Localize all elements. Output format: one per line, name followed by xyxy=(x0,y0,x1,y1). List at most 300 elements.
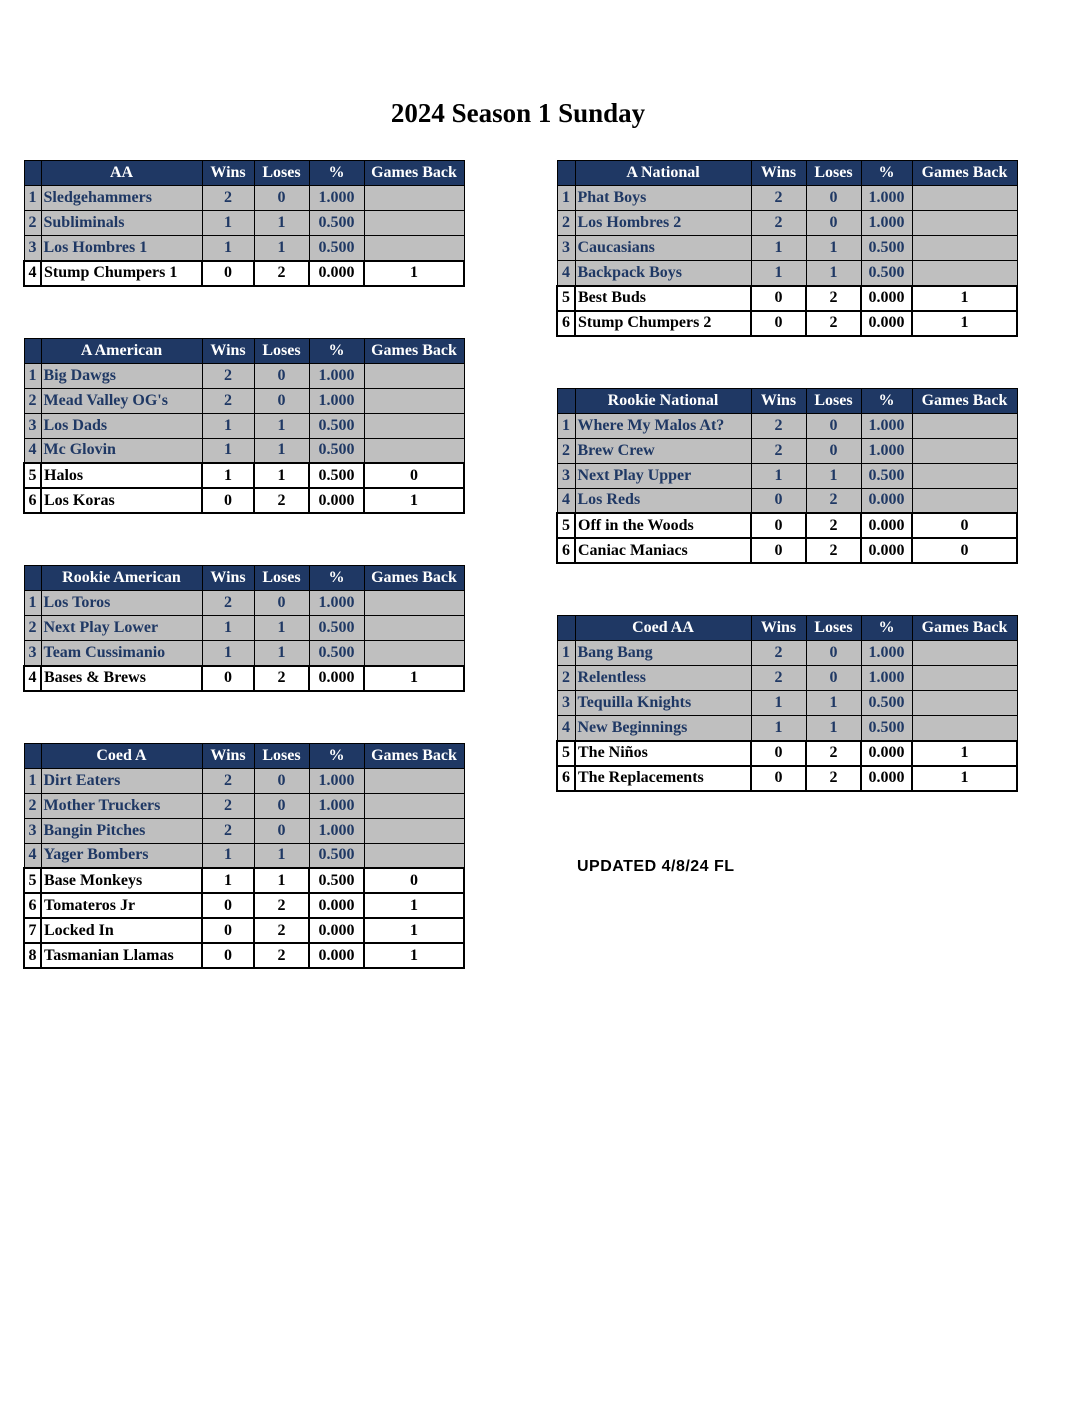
games-back-cell: 0 xyxy=(364,868,464,893)
team-row xyxy=(557,438,1017,463)
team-row xyxy=(557,741,1017,766)
team-row xyxy=(557,413,1017,438)
team-row xyxy=(557,513,1017,538)
wins-header: Wins xyxy=(202,161,254,186)
rank-cell: 3 xyxy=(24,236,41,261)
wins-cell: 2 xyxy=(202,388,254,413)
team-row xyxy=(24,186,464,211)
pct-cell: 0.000 xyxy=(861,766,912,791)
games-back-cell: 0 xyxy=(912,538,1017,563)
rank-cell: 3 xyxy=(24,818,41,843)
pct-cell: 0.000 xyxy=(309,918,364,943)
pct-cell: 1.000 xyxy=(861,211,912,236)
rank-cell: 2 xyxy=(24,388,41,413)
loses-cell: 2 xyxy=(806,538,861,563)
pct-cell: 1.000 xyxy=(309,363,364,388)
table-header-row xyxy=(557,388,1017,413)
games-back-header: Games Back xyxy=(912,616,1017,641)
wins-cell: 1 xyxy=(751,716,806,741)
pct-header: % xyxy=(309,743,364,768)
loses-cell: 0 xyxy=(806,211,861,236)
rank-cell: 1 xyxy=(24,186,41,211)
wins-cell: 2 xyxy=(751,641,806,666)
rank-cell: 3 xyxy=(557,236,575,261)
pct-cell: 0.500 xyxy=(309,236,364,261)
team-name-cell: Phat Boys xyxy=(575,186,751,211)
games-back-cell: 1 xyxy=(364,488,464,513)
rank-cell: 4 xyxy=(24,843,41,868)
division-title: Coed AA xyxy=(575,616,751,641)
wins-header: Wins xyxy=(202,566,254,591)
games-back-cell xyxy=(912,641,1017,666)
pct-cell: 1.000 xyxy=(861,413,912,438)
pct-cell: 0.500 xyxy=(309,641,364,666)
team-row xyxy=(24,768,464,793)
pct-cell: 1.000 xyxy=(309,818,364,843)
loses-cell: 2 xyxy=(806,311,861,336)
rank-cell: 4 xyxy=(24,438,41,463)
games-back-cell xyxy=(364,388,464,413)
loses-cell: 2 xyxy=(254,893,309,918)
team-row xyxy=(24,236,464,261)
wins-cell: 2 xyxy=(202,818,254,843)
wins-cell: 0 xyxy=(202,893,254,918)
games-back-cell xyxy=(912,463,1017,488)
team-row xyxy=(24,488,464,513)
pct-cell: 0.000 xyxy=(861,311,912,336)
games-back-cell: 1 xyxy=(364,666,464,691)
team-row xyxy=(557,186,1017,211)
loses-cell: 0 xyxy=(254,818,309,843)
team-name-cell: Yager Bombers xyxy=(41,843,202,868)
team-name-cell: Dirt Eaters xyxy=(41,768,202,793)
standings-table-a-american xyxy=(23,338,465,515)
rank-cell: 1 xyxy=(557,641,575,666)
team-name-cell: Los Dads xyxy=(41,413,202,438)
rank-cell: 5 xyxy=(557,286,575,311)
wins-cell: 1 xyxy=(751,261,806,286)
rank-cell: 6 xyxy=(557,766,575,791)
team-row xyxy=(557,311,1017,336)
wins-cell: 0 xyxy=(202,261,254,286)
standings-table-rookie-american xyxy=(23,565,465,692)
rank-cell: 5 xyxy=(557,513,575,538)
corner-cell xyxy=(557,616,575,641)
team-row xyxy=(557,286,1017,311)
rank-cell: 3 xyxy=(557,691,575,716)
pct-cell: 0.500 xyxy=(861,463,912,488)
pct-cell: 0.000 xyxy=(861,513,912,538)
games-back-cell xyxy=(364,363,464,388)
games-back-cell xyxy=(364,236,464,261)
team-row xyxy=(557,641,1017,666)
pct-cell: 0.000 xyxy=(861,488,912,513)
wins-cell: 0 xyxy=(751,488,806,513)
loses-cell: 1 xyxy=(806,691,861,716)
loses-cell: 2 xyxy=(254,666,309,691)
loses-cell: 1 xyxy=(254,211,309,236)
loses-cell: 1 xyxy=(254,236,309,261)
team-name-cell: Sledgehammers xyxy=(41,186,202,211)
team-row xyxy=(557,236,1017,261)
games-back-cell: 1 xyxy=(912,286,1017,311)
team-name-cell: Subliminals xyxy=(41,211,202,236)
rank-cell: 4 xyxy=(557,488,575,513)
loses-cell: 1 xyxy=(254,868,309,893)
table-header-row xyxy=(557,161,1017,186)
loses-cell: 2 xyxy=(254,261,309,286)
loses-cell: 0 xyxy=(254,768,309,793)
loses-cell: 1 xyxy=(254,463,309,488)
team-name-cell: New Beginnings xyxy=(575,716,751,741)
loses-cell: 0 xyxy=(806,413,861,438)
rank-cell: 3 xyxy=(24,413,41,438)
pct-header: % xyxy=(309,566,364,591)
team-name-cell: Relentless xyxy=(575,666,751,691)
team-name-cell: Next Play Upper xyxy=(575,463,751,488)
wins-cell: 2 xyxy=(202,363,254,388)
pct-cell: 0.500 xyxy=(309,413,364,438)
games-back-cell xyxy=(912,211,1017,236)
team-row xyxy=(24,868,464,893)
pct-header: % xyxy=(309,338,364,363)
loses-cell: 1 xyxy=(254,616,309,641)
games-back-cell xyxy=(912,261,1017,286)
wins-cell: 0 xyxy=(751,766,806,791)
rank-cell: 2 xyxy=(557,666,575,691)
wins-cell: 1 xyxy=(202,616,254,641)
loses-cell: 1 xyxy=(806,236,861,261)
games-back-cell xyxy=(912,488,1017,513)
wins-cell: 0 xyxy=(751,286,806,311)
wins-cell: 1 xyxy=(751,463,806,488)
loses-header: Loses xyxy=(806,161,861,186)
team-row xyxy=(557,261,1017,286)
games-back-cell xyxy=(364,438,464,463)
rank-cell: 6 xyxy=(24,488,41,513)
team-row xyxy=(24,943,464,968)
wins-cell: 1 xyxy=(751,236,806,261)
team-row xyxy=(24,388,464,413)
team-name-cell: Stump Chumpers 2 xyxy=(575,311,751,336)
games-back-cell: 1 xyxy=(364,943,464,968)
wins-cell: 0 xyxy=(751,513,806,538)
division-title: AA xyxy=(41,161,202,186)
rank-cell: 2 xyxy=(557,438,575,463)
left-column xyxy=(23,160,465,1020)
games-back-cell xyxy=(364,768,464,793)
team-name-cell: Base Monkeys xyxy=(41,868,202,893)
pct-cell: 0.500 xyxy=(309,616,364,641)
pct-header: % xyxy=(861,161,912,186)
games-back-cell xyxy=(912,236,1017,261)
rank-cell: 4 xyxy=(557,716,575,741)
loses-cell: 2 xyxy=(254,918,309,943)
team-name-cell: Big Dawgs xyxy=(41,363,202,388)
team-name-cell: Los Koras xyxy=(41,488,202,513)
rank-cell: 1 xyxy=(557,186,575,211)
loses-header: Loses xyxy=(254,338,309,363)
pct-cell: 0.500 xyxy=(309,438,364,463)
corner-cell xyxy=(24,743,41,768)
loses-cell: 1 xyxy=(806,716,861,741)
games-back-cell: 1 xyxy=(364,918,464,943)
team-name-cell: The Niños xyxy=(575,741,751,766)
games-back-cell: 1 xyxy=(912,311,1017,336)
games-back-cell xyxy=(364,211,464,236)
division-title: Coed A xyxy=(41,743,202,768)
games-back-header: Games Back xyxy=(912,388,1017,413)
games-back-cell xyxy=(912,438,1017,463)
team-name-cell: Best Buds xyxy=(575,286,751,311)
team-row xyxy=(24,591,464,616)
team-row xyxy=(24,666,464,691)
team-row xyxy=(557,691,1017,716)
wins-cell: 0 xyxy=(202,666,254,691)
wins-cell: 2 xyxy=(202,768,254,793)
rank-cell: 4 xyxy=(557,261,575,286)
page-title: 2024 Season 1 Sunday xyxy=(390,98,646,128)
pct-cell: 1.000 xyxy=(309,793,364,818)
team-name-cell: Caucasians xyxy=(575,236,751,261)
team-name-cell: Tequilla Knights xyxy=(575,691,751,716)
wins-cell: 1 xyxy=(202,641,254,666)
games-back-cell xyxy=(912,186,1017,211)
rank-cell: 7 xyxy=(24,918,41,943)
standings-table-a-national xyxy=(556,160,1018,337)
corner-cell xyxy=(24,338,41,363)
games-back-cell: 0 xyxy=(912,513,1017,538)
pct-cell: 0.500 xyxy=(309,868,364,893)
wins-cell: 0 xyxy=(751,741,806,766)
table-header-row xyxy=(24,338,464,363)
pct-cell: 0.000 xyxy=(309,893,364,918)
rank-cell: 1 xyxy=(24,768,41,793)
wins-cell: 1 xyxy=(202,211,254,236)
wins-cell: 0 xyxy=(202,918,254,943)
loses-cell: 1 xyxy=(254,843,309,868)
pct-cell: 1.000 xyxy=(309,388,364,413)
team-name-cell: Backpack Boys xyxy=(575,261,751,286)
games-back-cell xyxy=(364,616,464,641)
standings-table-coed-aa xyxy=(556,615,1018,792)
standings-table-coed-a xyxy=(23,743,465,970)
team-name-cell: Los Toros xyxy=(41,591,202,616)
wins-cell: 0 xyxy=(202,488,254,513)
pct-cell: 0.500 xyxy=(309,843,364,868)
rank-cell: 1 xyxy=(24,363,41,388)
rank-cell: 2 xyxy=(24,793,41,818)
division-title: A American xyxy=(41,338,202,363)
loses-header: Loses xyxy=(254,743,309,768)
right-column xyxy=(556,160,1018,843)
wins-cell: 2 xyxy=(751,211,806,236)
loses-cell: 2 xyxy=(806,513,861,538)
rank-cell: 2 xyxy=(24,211,41,236)
team-name-cell: Halos xyxy=(41,463,202,488)
pct-cell: 0.000 xyxy=(309,488,364,513)
wins-cell: 2 xyxy=(751,438,806,463)
team-row xyxy=(557,488,1017,513)
team-name-cell: Stump Chumpers 1 xyxy=(41,261,202,286)
team-name-cell: Where My Malos At? xyxy=(575,413,751,438)
loses-cell: 0 xyxy=(254,591,309,616)
team-row xyxy=(24,211,464,236)
rank-cell: 6 xyxy=(24,893,41,918)
team-row xyxy=(24,363,464,388)
wins-header: Wins xyxy=(751,161,806,186)
pct-cell: 1.000 xyxy=(861,438,912,463)
loses-cell: 0 xyxy=(254,388,309,413)
team-row xyxy=(24,641,464,666)
team-name-cell: Locked In xyxy=(41,918,202,943)
loses-cell: 0 xyxy=(254,186,309,211)
loses-cell: 1 xyxy=(254,641,309,666)
team-row xyxy=(557,716,1017,741)
loses-cell: 1 xyxy=(254,438,309,463)
team-row xyxy=(557,766,1017,791)
wins-cell: 0 xyxy=(751,538,806,563)
games-back-cell xyxy=(912,666,1017,691)
rank-cell: 3 xyxy=(557,463,575,488)
games-back-cell xyxy=(912,413,1017,438)
pct-cell: 0.500 xyxy=(861,691,912,716)
pct-cell: 1.000 xyxy=(861,641,912,666)
team-row xyxy=(557,211,1017,236)
wins-cell: 1 xyxy=(202,438,254,463)
loses-cell: 2 xyxy=(806,741,861,766)
games-back-cell: 1 xyxy=(912,766,1017,791)
games-back-cell xyxy=(912,691,1017,716)
team-name-cell: Team Cussimanio xyxy=(41,641,202,666)
wins-cell: 2 xyxy=(202,186,254,211)
loses-header: Loses xyxy=(806,616,861,641)
rank-cell: 4 xyxy=(24,666,41,691)
loses-cell: 0 xyxy=(806,186,861,211)
loses-cell: 2 xyxy=(806,766,861,791)
wins-header: Wins xyxy=(202,743,254,768)
pct-cell: 0.000 xyxy=(309,666,364,691)
rank-cell: 5 xyxy=(24,868,41,893)
loses-cell: 1 xyxy=(806,463,861,488)
team-name-cell: Bang Bang xyxy=(575,641,751,666)
games-back-cell: 1 xyxy=(364,261,464,286)
loses-header: Loses xyxy=(254,161,309,186)
pct-cell: 1.000 xyxy=(309,768,364,793)
division-title: Rookie American xyxy=(41,566,202,591)
rank-cell: 1 xyxy=(24,591,41,616)
team-row xyxy=(24,918,464,943)
team-name-cell: Mead Valley OG's xyxy=(41,388,202,413)
games-back-header: Games Back xyxy=(912,161,1017,186)
rank-cell: 4 xyxy=(24,261,41,286)
wins-cell: 2 xyxy=(751,413,806,438)
games-back-cell xyxy=(912,716,1017,741)
loses-cell: 0 xyxy=(806,438,861,463)
pct-header: % xyxy=(861,616,912,641)
division-title: Rookie National xyxy=(575,388,751,413)
team-name-cell: Mother Truckers xyxy=(41,793,202,818)
wins-cell: 1 xyxy=(202,843,254,868)
team-name-cell: Los Reds xyxy=(575,488,751,513)
team-row xyxy=(557,538,1017,563)
pct-cell: 0.500 xyxy=(309,463,364,488)
games-back-cell: 0 xyxy=(364,463,464,488)
games-back-cell xyxy=(364,793,464,818)
wins-header: Wins xyxy=(202,338,254,363)
corner-cell xyxy=(24,566,41,591)
pct-header: % xyxy=(309,161,364,186)
rank-cell: 1 xyxy=(557,413,575,438)
pct-cell: 0.000 xyxy=(861,286,912,311)
loses-cell: 2 xyxy=(254,488,309,513)
games-back-header: Games Back xyxy=(364,161,464,186)
table-header-row xyxy=(24,161,464,186)
pct-cell: 0.500 xyxy=(309,211,364,236)
pct-cell: 0.500 xyxy=(861,261,912,286)
team-name-cell: Los Hombres 1 xyxy=(41,236,202,261)
team-row xyxy=(557,463,1017,488)
pct-cell: 0.500 xyxy=(861,716,912,741)
pct-cell: 1.000 xyxy=(861,666,912,691)
wins-cell: 0 xyxy=(202,943,254,968)
team-row xyxy=(24,463,464,488)
loses-header: Loses xyxy=(254,566,309,591)
team-name-cell: Los Hombres 2 xyxy=(575,211,751,236)
rank-cell: 5 xyxy=(557,741,575,766)
games-back-cell xyxy=(364,186,464,211)
loses-cell: 1 xyxy=(806,261,861,286)
games-back-header: Games Back xyxy=(364,743,464,768)
loses-cell: 0 xyxy=(254,793,309,818)
team-name-cell: The Replacements xyxy=(575,766,751,791)
team-name-cell: Bases & Brews xyxy=(41,666,202,691)
team-row xyxy=(24,843,464,868)
pct-cell: 0.000 xyxy=(861,538,912,563)
wins-cell: 2 xyxy=(202,793,254,818)
rank-cell: 2 xyxy=(557,211,575,236)
wins-header: Wins xyxy=(751,388,806,413)
team-row xyxy=(24,438,464,463)
corner-cell xyxy=(24,161,41,186)
wins-cell: 2 xyxy=(751,186,806,211)
team-name-cell: Bangin Pitches xyxy=(41,818,202,843)
team-row xyxy=(24,893,464,918)
loses-cell: 2 xyxy=(806,488,861,513)
team-row xyxy=(24,261,464,286)
pct-cell: 1.000 xyxy=(309,186,364,211)
loses-header: Loses xyxy=(806,388,861,413)
pct-cell: 0.000 xyxy=(861,741,912,766)
loses-cell: 0 xyxy=(806,666,861,691)
team-name-cell: Off in the Woods xyxy=(575,513,751,538)
rank-cell: 2 xyxy=(24,616,41,641)
table-header-row xyxy=(24,743,464,768)
wins-cell: 1 xyxy=(202,236,254,261)
games-back-header: Games Back xyxy=(364,338,464,363)
team-row xyxy=(24,793,464,818)
rank-cell: 6 xyxy=(557,311,575,336)
wins-cell: 0 xyxy=(751,311,806,336)
pct-cell: 1.000 xyxy=(861,186,912,211)
pct-cell: 0.000 xyxy=(309,261,364,286)
games-back-cell: 1 xyxy=(364,893,464,918)
games-back-cell xyxy=(364,843,464,868)
updated-note: UPDATED 4/8/24 FL xyxy=(577,858,735,875)
loses-cell: 2 xyxy=(806,286,861,311)
pct-header: % xyxy=(861,388,912,413)
rank-cell: 5 xyxy=(24,463,41,488)
